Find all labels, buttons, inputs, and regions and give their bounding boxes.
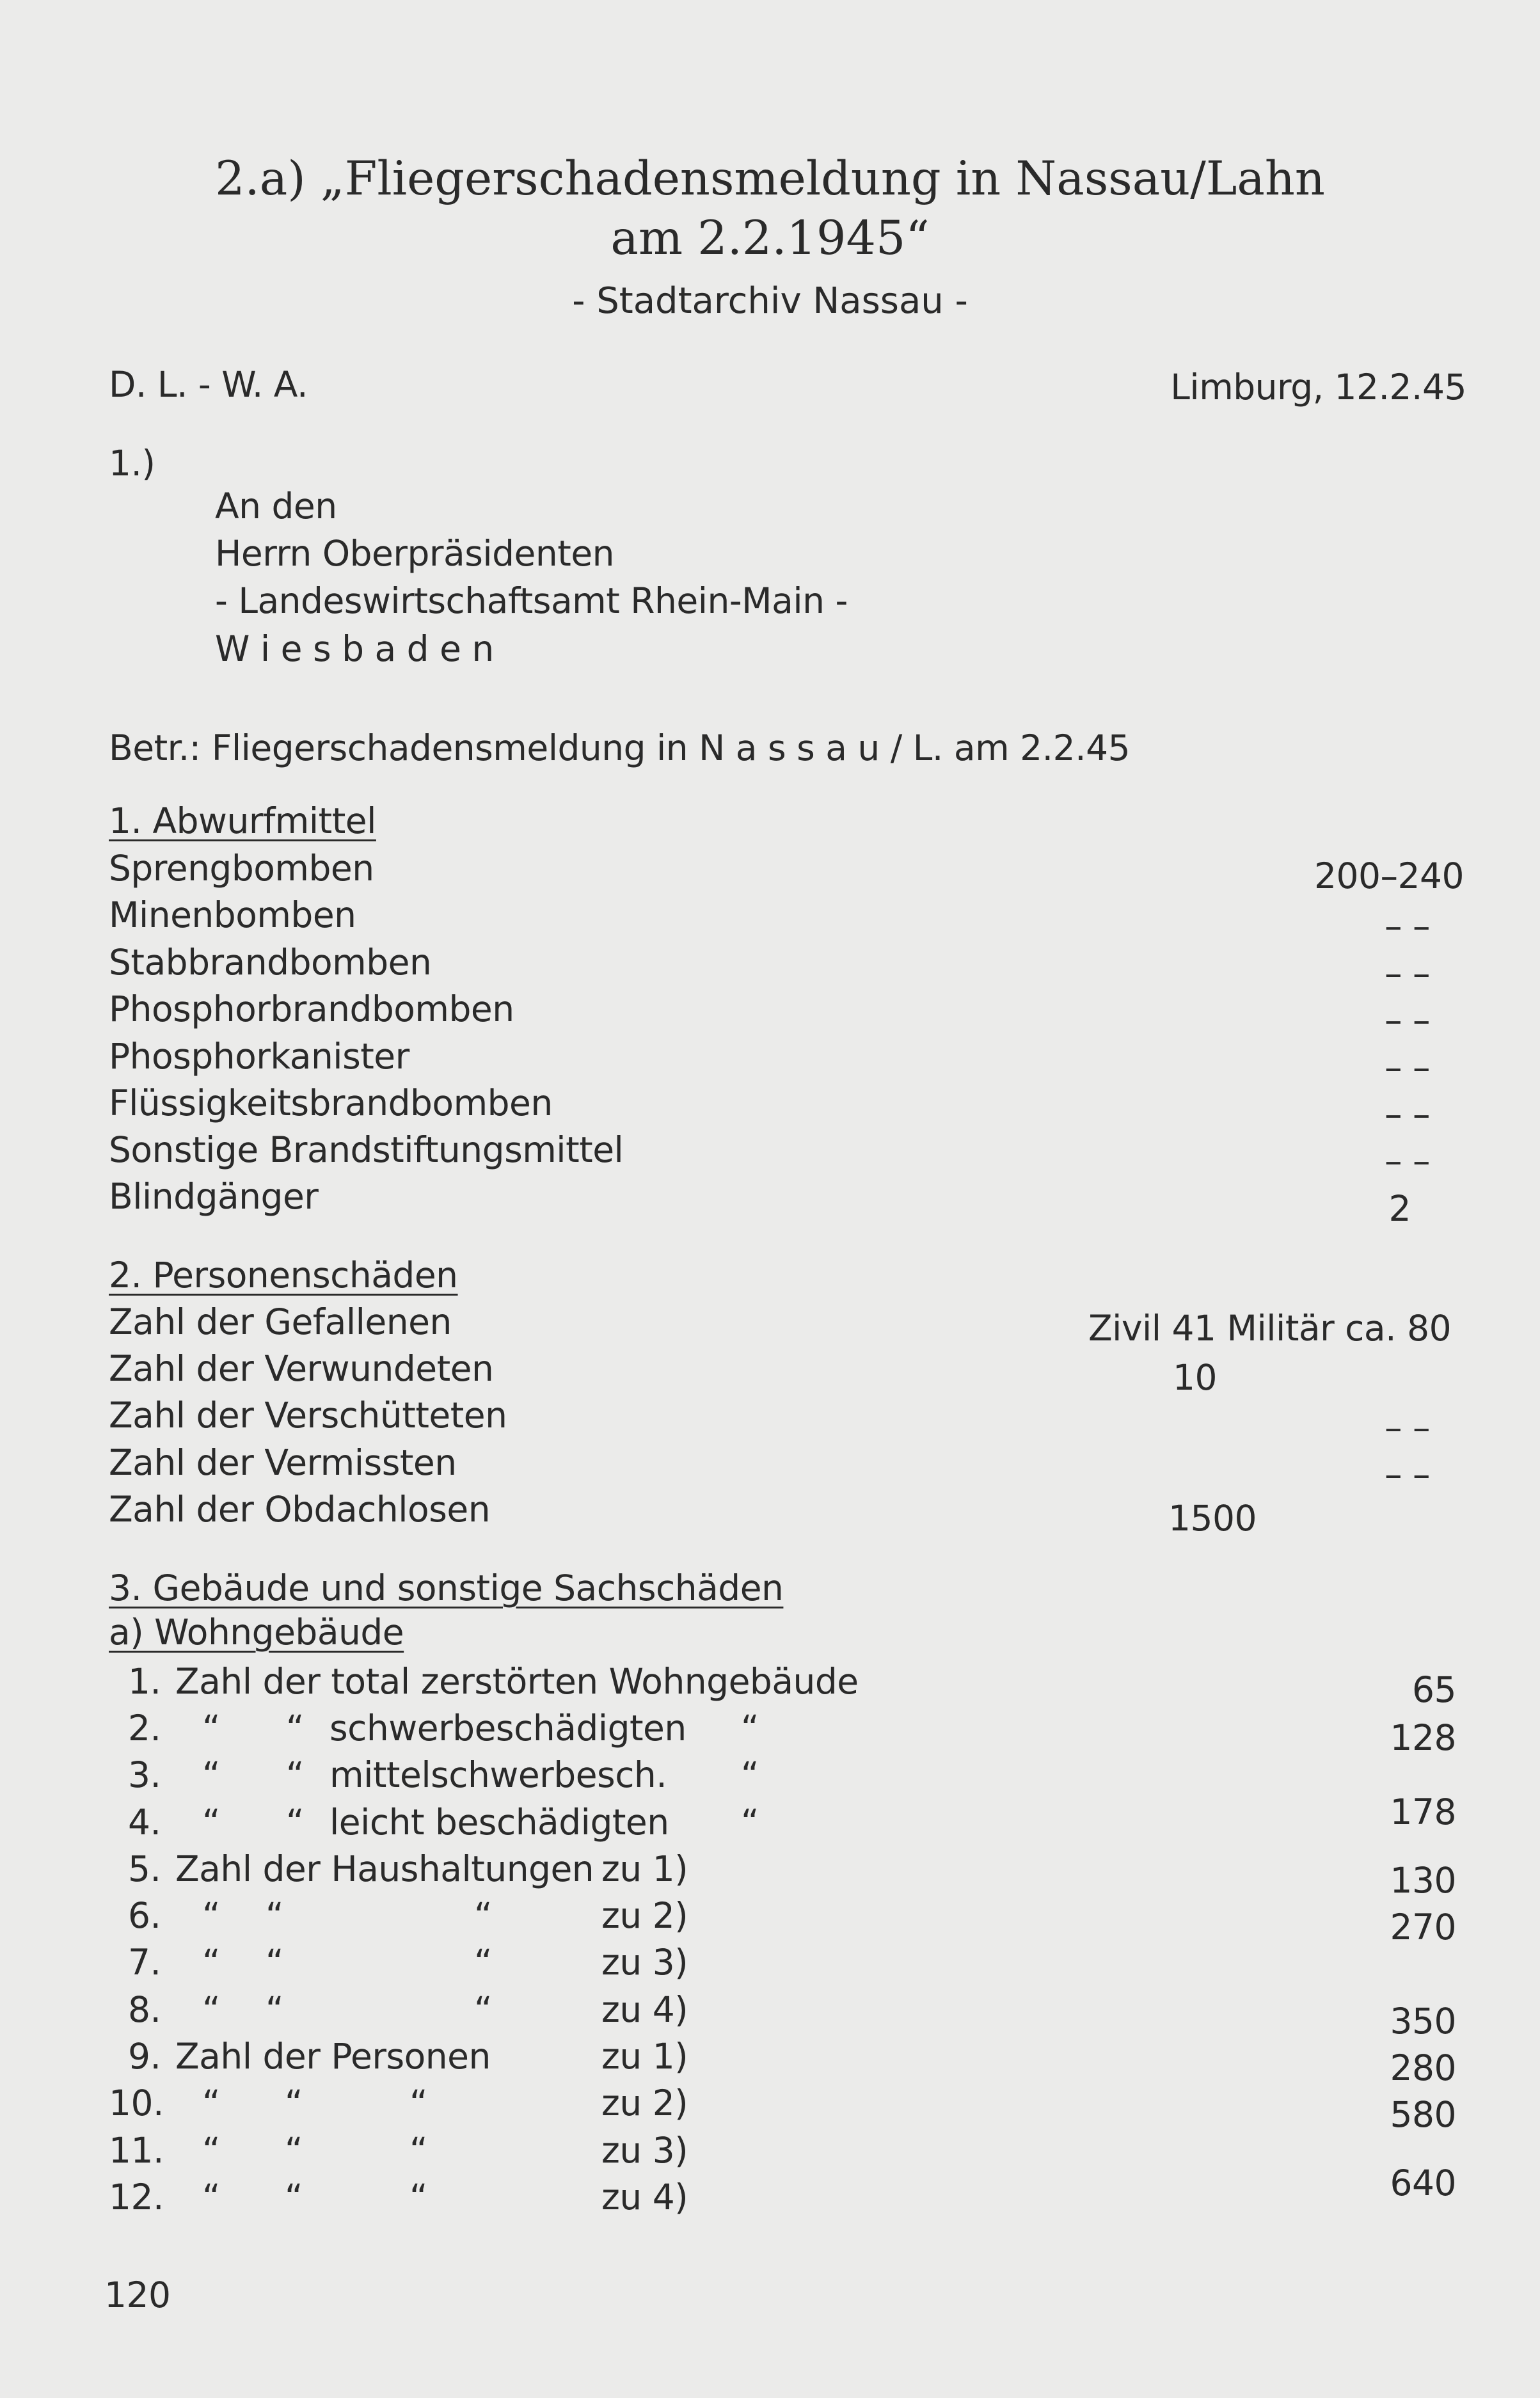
row-value: – – xyxy=(1385,1093,1430,1134)
row-value: – – xyxy=(1385,1047,1430,1088)
ditto-mark: “ xyxy=(474,1942,492,1983)
title-line-2: am 2.2.1945“ xyxy=(610,211,930,266)
ditto-mark: “ xyxy=(202,1708,220,1749)
row-number: 8. xyxy=(128,1989,161,2030)
row-value: – – xyxy=(1385,999,1430,1040)
subheading-wohngebaeude: a) Wohngebäude xyxy=(109,1612,404,1653)
address-line: - Landeswirtschaftsamt Rhein-Main - xyxy=(215,580,848,621)
ditto-mark: “ xyxy=(474,1895,492,1936)
row-value: – – xyxy=(1385,953,1430,994)
section-heading-gebaeude: 3. Gebäude und sonstige Sachschäden xyxy=(109,1568,784,1608)
row-label: Zahl der Vermissten xyxy=(109,1442,457,1483)
row-value: 128 xyxy=(1390,1717,1456,1758)
ditto-mark: “ xyxy=(202,1989,220,2030)
ditto-mark: “ xyxy=(202,1754,220,1795)
ditto-mark: “ xyxy=(202,1802,220,1843)
row-label: Sonstige Brandstiftungsmittel xyxy=(109,1129,624,1170)
row-label: Stabbrandbomben xyxy=(109,942,432,983)
address-line: W i e s b a d e n xyxy=(215,628,494,669)
row-number: 12. xyxy=(109,2177,164,2218)
row-label: Blindgänger xyxy=(109,1176,319,1217)
row-value: – – xyxy=(1385,1407,1430,1448)
ditto-mark: “ xyxy=(285,2130,303,2171)
row-value: – – xyxy=(1385,1140,1430,1181)
row-text: Zahl der total zerstörten Wohngebäude xyxy=(175,1661,859,1702)
row-value: Zivil 41 Militär ca. 80 xyxy=(1088,1308,1452,1349)
section-heading-abwurfmittel: 1. Abwurfmittel xyxy=(109,800,376,841)
row-label: Zahl der Obdachlosen xyxy=(109,1489,491,1530)
row-label: Phosphorbrandbomben xyxy=(109,989,514,1029)
row-value: 178 xyxy=(1390,1791,1456,1832)
page-number: 120 xyxy=(104,2275,171,2315)
row-ref: zu 3) xyxy=(601,2130,688,2171)
row-ref: zu 4) xyxy=(601,1989,688,2030)
ditto-mark: “ xyxy=(266,1989,283,2030)
row-value: 280 xyxy=(1390,2047,1456,2088)
row-value: 1500 xyxy=(1168,1498,1257,1539)
row-number: 5. xyxy=(128,1848,161,1889)
ditto-mark: “ xyxy=(286,1754,304,1795)
subject-line: Betr.: Fliegerschadensmeldung in N a s s a u / L. am 2.2.45 xyxy=(109,727,1131,768)
row-label: Flüssigkeitsbrandbomben xyxy=(109,1083,553,1124)
ditto-mark: “ xyxy=(202,1942,220,1983)
row-value: 640 xyxy=(1390,2163,1456,2203)
row-value: – – xyxy=(1385,905,1430,946)
row-ref: zu 1) xyxy=(601,2036,688,2077)
item-number: 1.) xyxy=(109,443,155,484)
row-label: Phosphorkanister xyxy=(109,1036,409,1077)
row-value: – – xyxy=(1385,1454,1430,1495)
row-number: 4. xyxy=(128,1802,161,1843)
row-number: 1. xyxy=(128,1661,161,1702)
row-ref: zu 2) xyxy=(601,2083,688,2124)
ditto-mark: “ xyxy=(202,2130,220,2171)
row-value: 200–240 xyxy=(1314,855,1464,896)
row-text: leicht beschädigten xyxy=(329,1802,669,1843)
row-value: 65 xyxy=(1412,1669,1456,1710)
row-text: schwerbeschädigten xyxy=(329,1708,687,1749)
ditto-mark: “ xyxy=(285,2177,303,2218)
row-text: mittelschwerbesch. xyxy=(329,1754,667,1795)
ditto-mark: “ xyxy=(741,1754,759,1795)
row-value: 350 xyxy=(1390,2001,1456,2042)
place-date: Limburg, 12.2.45 xyxy=(1170,367,1466,408)
ditto-mark: “ xyxy=(202,2177,220,2218)
row-ref: zu 3) xyxy=(601,1942,688,1983)
row-text: Zahl der Haushaltungen xyxy=(175,1848,594,1889)
row-value: 270 xyxy=(1390,1907,1456,1948)
row-number: 6. xyxy=(128,1895,161,1936)
row-label: Zahl der Verschütteten xyxy=(109,1395,507,1436)
row-value: 130 xyxy=(1390,1860,1456,1901)
row-value: 2 xyxy=(1388,1188,1411,1229)
ditto-mark: “ xyxy=(741,1708,759,1749)
ditto-mark: “ xyxy=(286,1802,304,1843)
row-number: 11. xyxy=(109,2130,164,2171)
ditto-mark: “ xyxy=(202,2083,220,2124)
row-number: 3. xyxy=(128,1754,161,1795)
ditto-mark: “ xyxy=(266,1942,283,1983)
title-line-1: 2.a) „Fliegerschadensmeldung in Nassau/Lahn xyxy=(215,152,1325,206)
ditto-mark: “ xyxy=(285,2083,303,2124)
row-label: Zahl der Verwundeten xyxy=(109,1348,494,1389)
ditto-mark: “ xyxy=(409,2130,427,2171)
row-ref: zu 1) xyxy=(601,1848,688,1889)
row-value: 10 xyxy=(1173,1357,1217,1398)
row-ref: zu 4) xyxy=(601,2177,688,2218)
row-label: Sprengbomben xyxy=(109,848,374,889)
ditto-mark: “ xyxy=(741,1802,759,1843)
row-number: 10. xyxy=(109,2083,164,2124)
ditto-mark: “ xyxy=(409,2083,427,2124)
ditto-mark: “ xyxy=(202,1895,220,1936)
section-heading-personenschaeden: 2. Personenschäden xyxy=(109,1255,458,1296)
row-text: Zahl der Personen xyxy=(175,2036,491,2077)
source-line: - Stadtarchiv Nassau - xyxy=(572,280,968,322)
row-number: 7. xyxy=(128,1942,161,1983)
row-value: 580 xyxy=(1390,2094,1456,2135)
row-number: 9. xyxy=(128,2036,161,2077)
ditto-mark: “ xyxy=(266,1895,283,1936)
address-line: Herrn Oberpräsidenten xyxy=(215,533,615,574)
row-label: Minenbomben xyxy=(109,894,356,935)
address-line: An den xyxy=(215,486,337,527)
row-label: Zahl der Gefallenen xyxy=(109,1301,452,1342)
sender: D. L. - W. A. xyxy=(109,364,308,405)
ditto-mark: “ xyxy=(286,1708,304,1749)
row-ref: zu 2) xyxy=(601,1895,688,1936)
ditto-mark: “ xyxy=(409,2177,427,2218)
ditto-mark: “ xyxy=(474,1989,492,2030)
row-number: 2. xyxy=(128,1708,161,1749)
